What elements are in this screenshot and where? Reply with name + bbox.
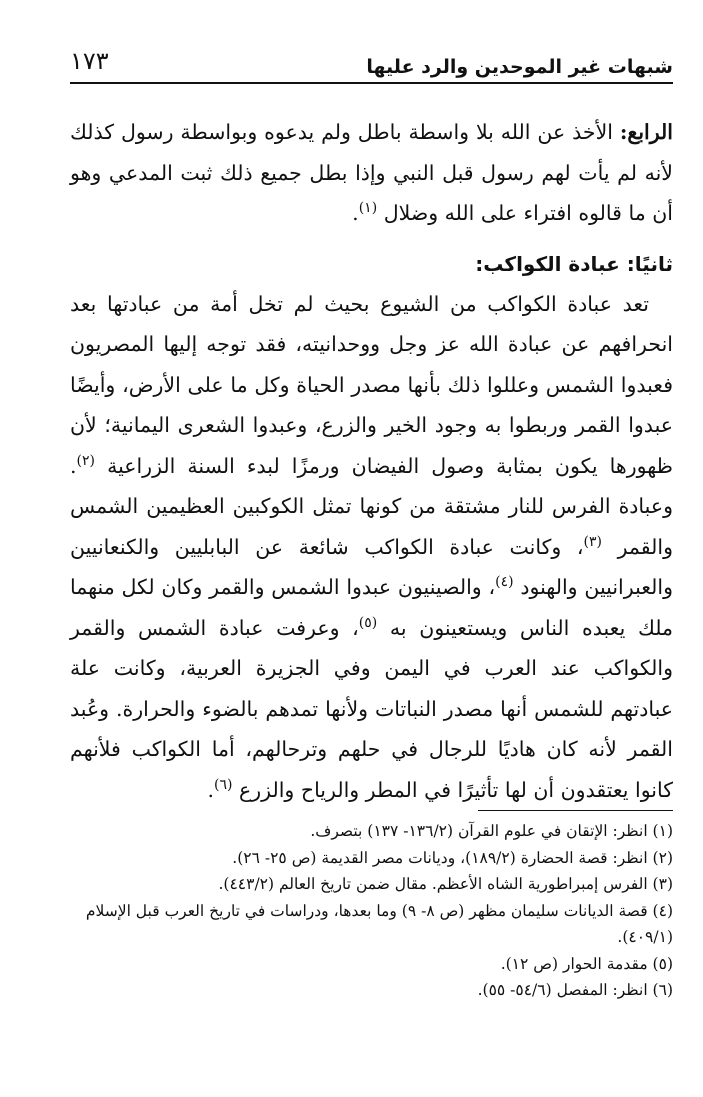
- footnote-item: (٢) انظر: قصة الحضارة (١٨٩/٢)، وديانات مصر القديمة (ص ٢٥- ٢٦).: [232, 848, 673, 867]
- footnote-separator: [478, 810, 673, 811]
- paragraph-text: . وعبادة الفرس للنار مشتقة من كونها تمثل الكوكبين العظيمين الشمس والقمر: [70, 453, 673, 559]
- footnote-ref: (٦): [214, 776, 233, 793]
- footnote-item: (٥) مقدمة الحوار (ص ١٢).: [500, 954, 673, 973]
- paragraph-lead: الرابع:: [619, 120, 673, 144]
- page-number: ١٧٣: [70, 47, 109, 75]
- paragraph-end: .: [207, 777, 215, 802]
- paragraph-text: ، وكانت عبادة الكواكب شائعة عن البابليين والكنعانيين والعبرانيين والهنود: [70, 534, 673, 599]
- running-title: شبهات غير الموحدين والرد عليها: [366, 56, 673, 78]
- footnote-ref: (٤): [495, 574, 514, 591]
- footnote-item: (٦) انظر: المفصل (٥٤/٦- ٥٥).: [477, 981, 673, 999]
- footnote-ref: (١): [358, 200, 378, 217]
- main-text: [70, 112, 673, 810]
- footnote-item: (٤) قصة الديانات سليمان مظهر (ص ٨- ٩) وما بعدها، ودراسات في تاريخ العرب قبل الإسلام (٤٠٩/١).: [85, 901, 673, 946]
- paragraph-star-worship: [70, 284, 673, 811]
- paragraph-text: ، وعرفت عبادة الشمس والقمر والكواكب عند العرب في اليمن وفي الجزيرة العربية، وكانت علة عبادتهم للشمس أنها مصدر النباتات ولأنها تمدهم بالضوء والحرارة. وعُبد القمر لأنه كان هاديًا للرجال في حلهم وترحالهم، أما الكواكب فلأنهم كانوا يعتقدون أن لها تأثيرًا في المطر والرياح والزرع: [70, 615, 673, 802]
- paragraph-text: الأخذ عن الله بلا واسطة باطل ولم يدعوه وبواسطة رسول كذلك لأنه لم يأت لهم رسول قبل النبي وإذا بطل جميع ذلك ثبت المدعي وهو أن ما قالوه افتراء على الله وضلال: [70, 120, 673, 225]
- page-header: [70, 38, 673, 84]
- paragraph-text: ، والصينيون عبدوا الشمس والقمر وكان لكل منهما ملك يعبده الناس ويستعينون به: [70, 575, 673, 640]
- footnote-ref: (٢): [76, 452, 95, 469]
- footnote-ref: (٣): [583, 533, 602, 550]
- footnote-item: (٣) الفرس إمبراطورية الشاه الأعظم. مقال ضمن تاريخ العالم (٤٤٣/٢).: [218, 875, 673, 893]
- paragraph-text: تعد عبادة الكواكب من الشيوع بحيث لم تخل أمة من عبادتها بعد انحرافهم عن عبادة الله عز وجل ووحدانيته، فقد توجه إليها المصريون فعبدوا الشمس وعللوا ذلك بأنها مصدر الحياة وكل ما على الأرض، وأيضًا عبدوا القمر وربطوا به وجود الخير والزرع، وعبدوا الشعرى اليمانية؛ لأن ظهورها يكون بمثابة وصول الفيضان ورمزًا لبدء السنة الزراعية: [70, 291, 673, 478]
- footnotes-list: [70, 818, 673, 1004]
- section-heading: ثانيًا: عبادة الكواكب:: [475, 251, 673, 276]
- paragraph-fourth-point: [70, 112, 673, 234]
- footnote-ref: (٥): [358, 614, 378, 631]
- paragraph-end: .: [352, 201, 359, 225]
- footnote-item: (١) انظر: الإتقان في علوم القرآن (١٣٦/٢- ١٣٧) بتصرف.: [310, 822, 673, 840]
